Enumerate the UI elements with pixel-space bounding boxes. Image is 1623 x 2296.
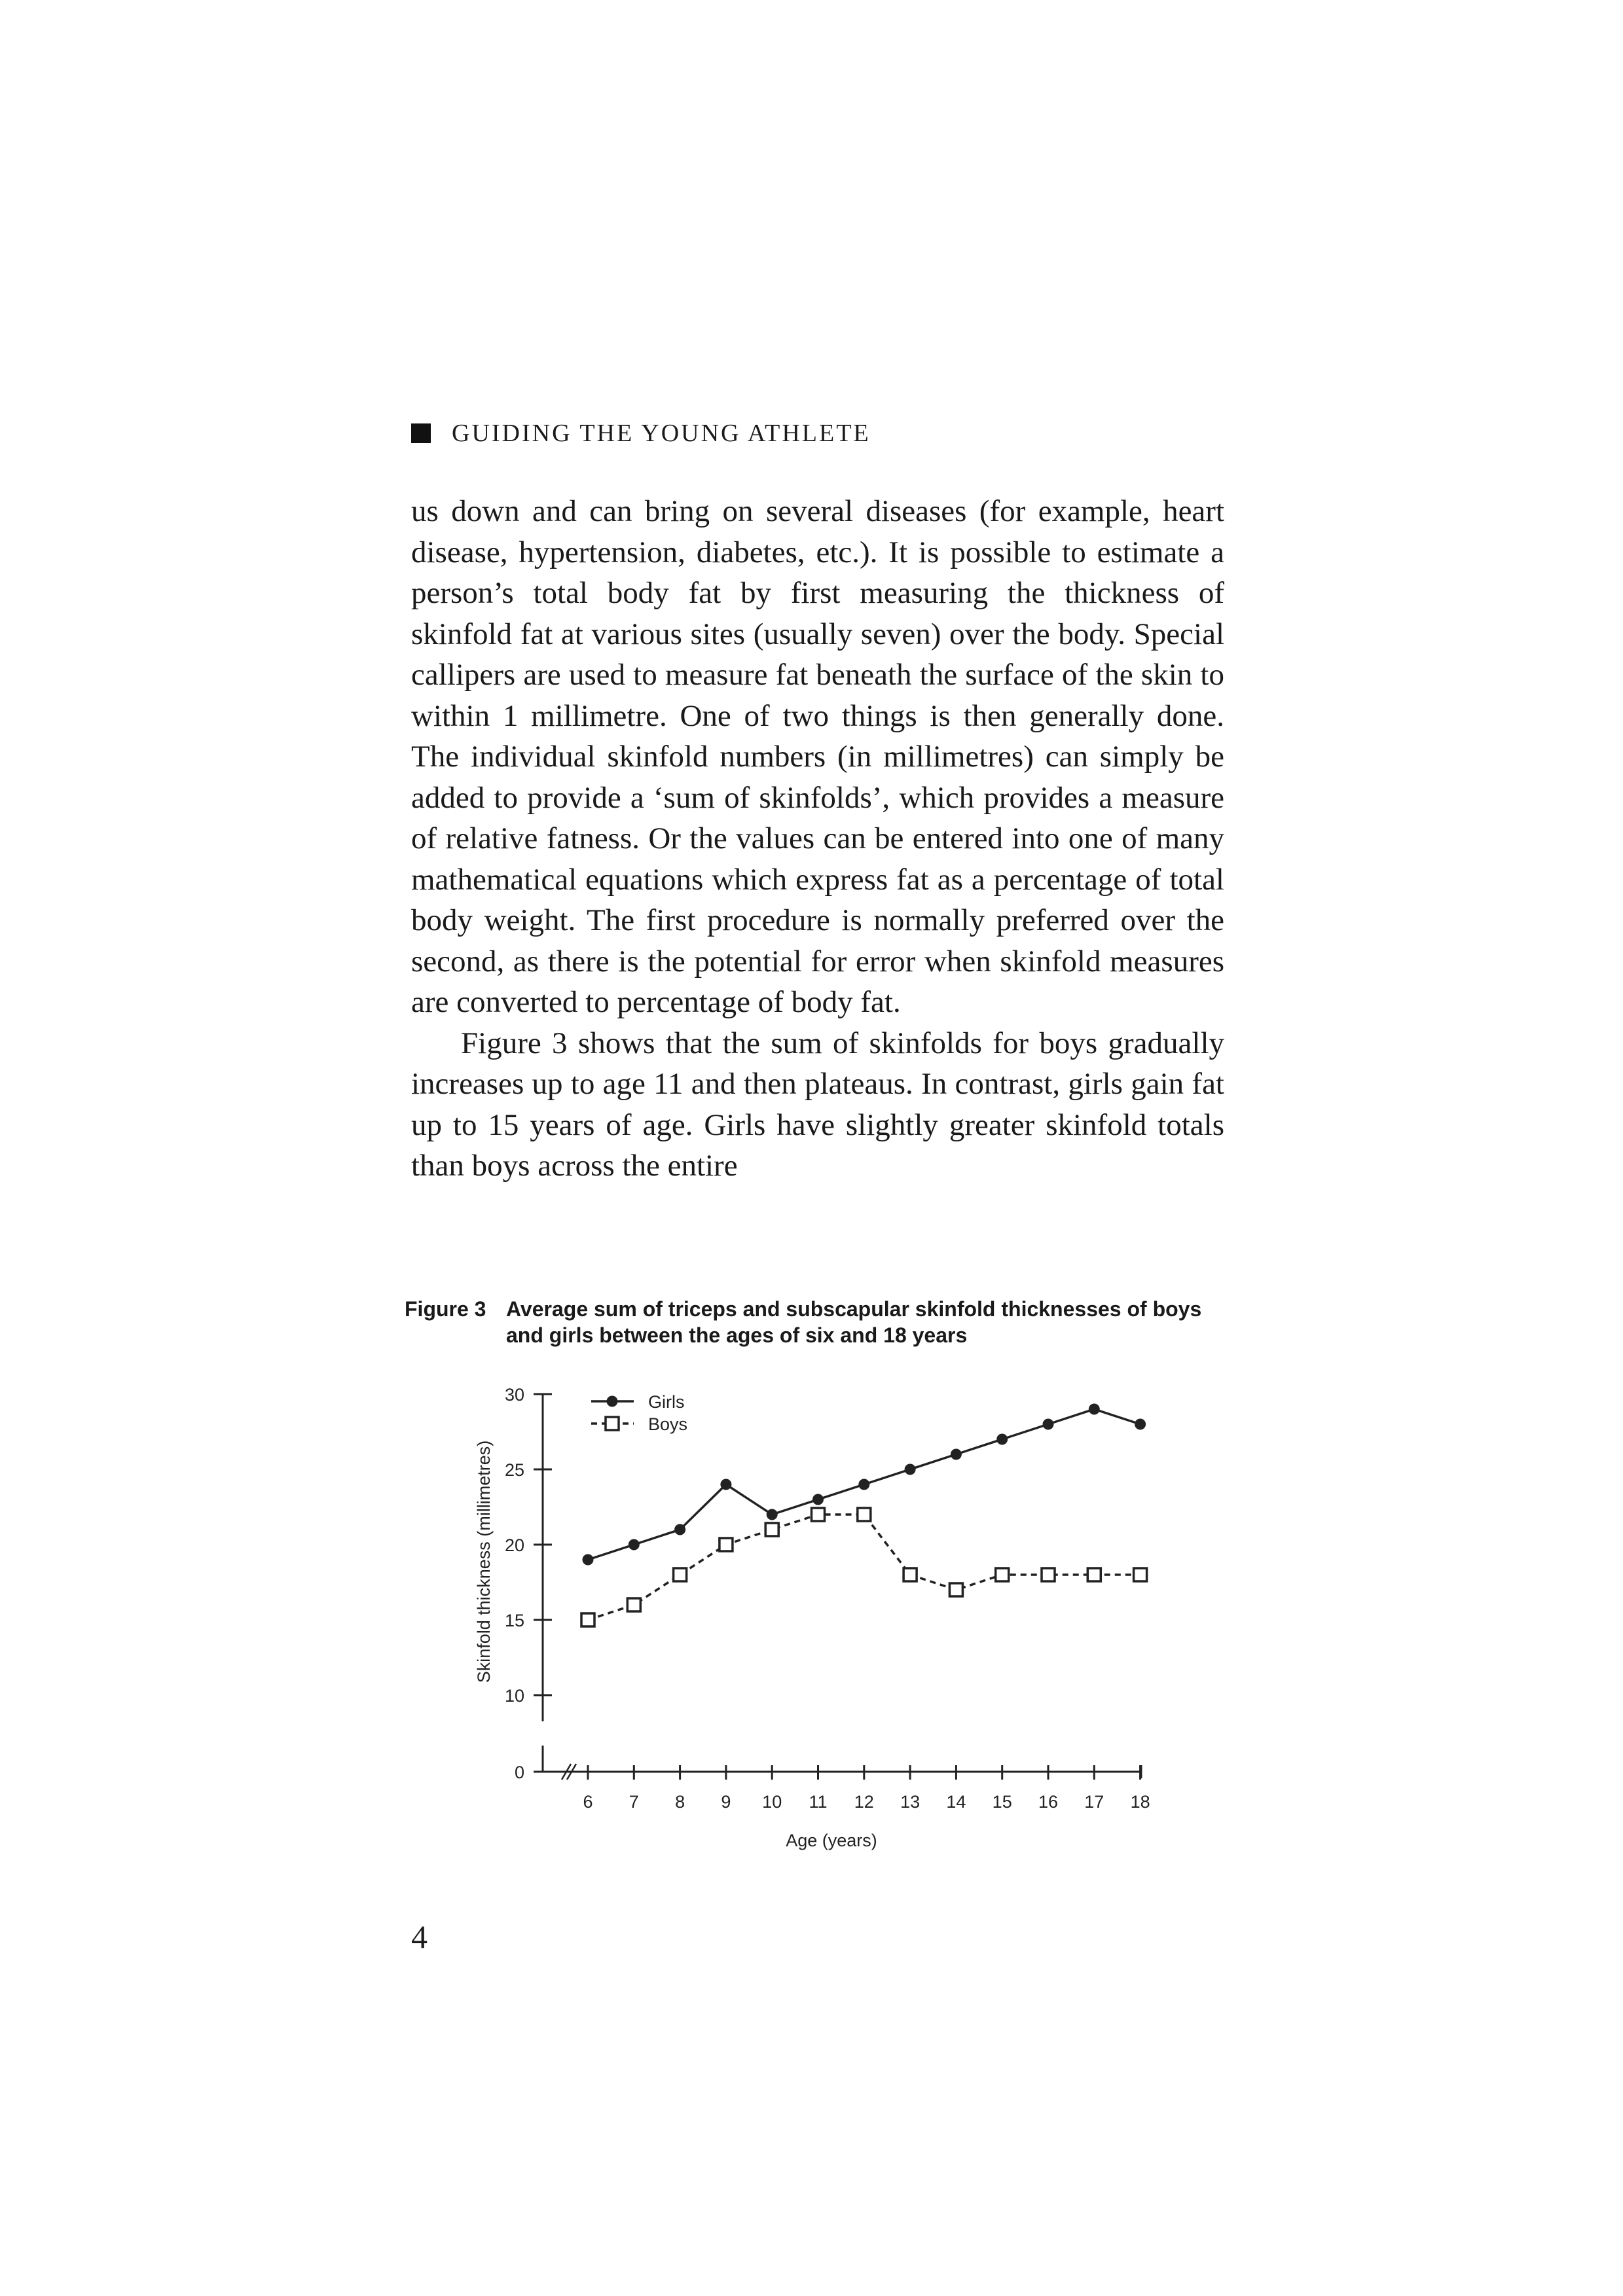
y-tick-label: 25 (504, 1460, 524, 1480)
x-tick-label: 15 (992, 1792, 1012, 1812)
x-tick-label: 17 (1084, 1792, 1104, 1812)
data-point-boys (812, 1508, 825, 1521)
x-tick-label: 16 (1038, 1792, 1059, 1812)
x-tick-label: 7 (629, 1792, 639, 1812)
data-point-girls (812, 1494, 824, 1505)
x-tick-label: 14 (946, 1792, 966, 1812)
paragraph-1: us down and can bring on several diseases (for example, heart disease, hypertension, diabetes, etc.). It is possible to estimate a person’s total body fat by first measuring the thickness of skinfold fat at various sites (usually seven) over the body. Special callipers are used to measure fat beneath the surface of the skin to within 1 millimetre. One of two things is then generally done. The individual skinfold numbers (in millimetres) can simply be added to provide a ‘sum of skinfolds’, which provides a measure of relative fatness. Or the values can be entered into one of many mathematical equations which express fat as a percentage of total body weight. The first procedure is normally preferred over the second, as there is the potential for error when skinfold measures are converted to percentage of body fat. (411, 494, 1224, 1019)
legend-marker-girls (607, 1396, 618, 1407)
x-tick-label: 10 (762, 1792, 782, 1812)
data-point-boys (1134, 1568, 1147, 1581)
data-point-boys (1087, 1568, 1101, 1581)
page-number: 4 (411, 1918, 428, 1955)
x-tick-label: 11 (809, 1792, 828, 1812)
y-tick-label: 10 (504, 1686, 524, 1706)
x-axis-label: Age (years) (786, 1831, 877, 1850)
y-tick-label: 0 (514, 1763, 524, 1782)
data-point-girls (583, 1554, 594, 1566)
data-point-boys (674, 1568, 687, 1581)
data-point-boys (581, 1613, 594, 1626)
y-tick-label: 30 (504, 1385, 524, 1405)
data-point-girls (629, 1539, 640, 1551)
chart-axes (505, 1385, 1150, 1812)
data-point-boys (949, 1583, 962, 1596)
data-point-girls (1135, 1419, 1146, 1430)
x-tick-label: 12 (854, 1792, 874, 1812)
data-point-boys (996, 1568, 1009, 1581)
data-point-boys (627, 1598, 640, 1611)
legend-label-boys: Boys (648, 1414, 688, 1434)
data-point-girls (767, 1509, 778, 1520)
legend-marker-boys (606, 1417, 619, 1430)
data-point-girls (1089, 1404, 1100, 1415)
chart-series (581, 1404, 1147, 1627)
x-tick-label: 8 (675, 1792, 685, 1812)
data-point-boys (720, 1538, 733, 1551)
series-line-boys (588, 1515, 1140, 1620)
x-tick-label: 18 (1130, 1792, 1150, 1812)
data-point-girls (1043, 1419, 1054, 1430)
running-title: GUIDING THE YOUNG ATHLETE (452, 420, 871, 447)
y-tick-label: 20 (504, 1535, 524, 1555)
x-tick-label: 13 (900, 1792, 921, 1812)
data-point-boys (1042, 1568, 1055, 1581)
data-point-girls (674, 1524, 685, 1535)
x-tick-label: 9 (721, 1792, 731, 1812)
data-point-boys (903, 1568, 917, 1581)
data-point-girls (858, 1479, 869, 1490)
y-axis-label: Skinfold thickness (millimetres) (474, 1440, 494, 1683)
data-point-boys (858, 1508, 871, 1521)
data-point-girls (905, 1464, 916, 1475)
legend-label-girls: Girls (648, 1392, 685, 1412)
x-tick-label: 6 (583, 1792, 593, 1812)
data-point-girls (951, 1449, 962, 1460)
figure-caption-text: Average sum of triceps and subscapular skinfold thicknesses of boys and girls between the ages of six and 18 years (506, 1297, 1202, 1347)
data-point-girls (996, 1434, 1008, 1445)
paragraph-2: Figure 3 shows that the sum of skinfolds for boys gradually increases up to age 11 and then plateaus. In contrast, girls gain fat up to 15 years of age. Girls have slightly greater skinfold totals than boys across the entire (411, 1026, 1224, 1183)
data-point-boys (765, 1523, 778, 1536)
chart-legend (591, 1392, 687, 1434)
figure-label: Figure 3 (405, 1297, 486, 1321)
data-point-girls (720, 1479, 731, 1490)
y-tick-label: 15 (504, 1611, 524, 1630)
